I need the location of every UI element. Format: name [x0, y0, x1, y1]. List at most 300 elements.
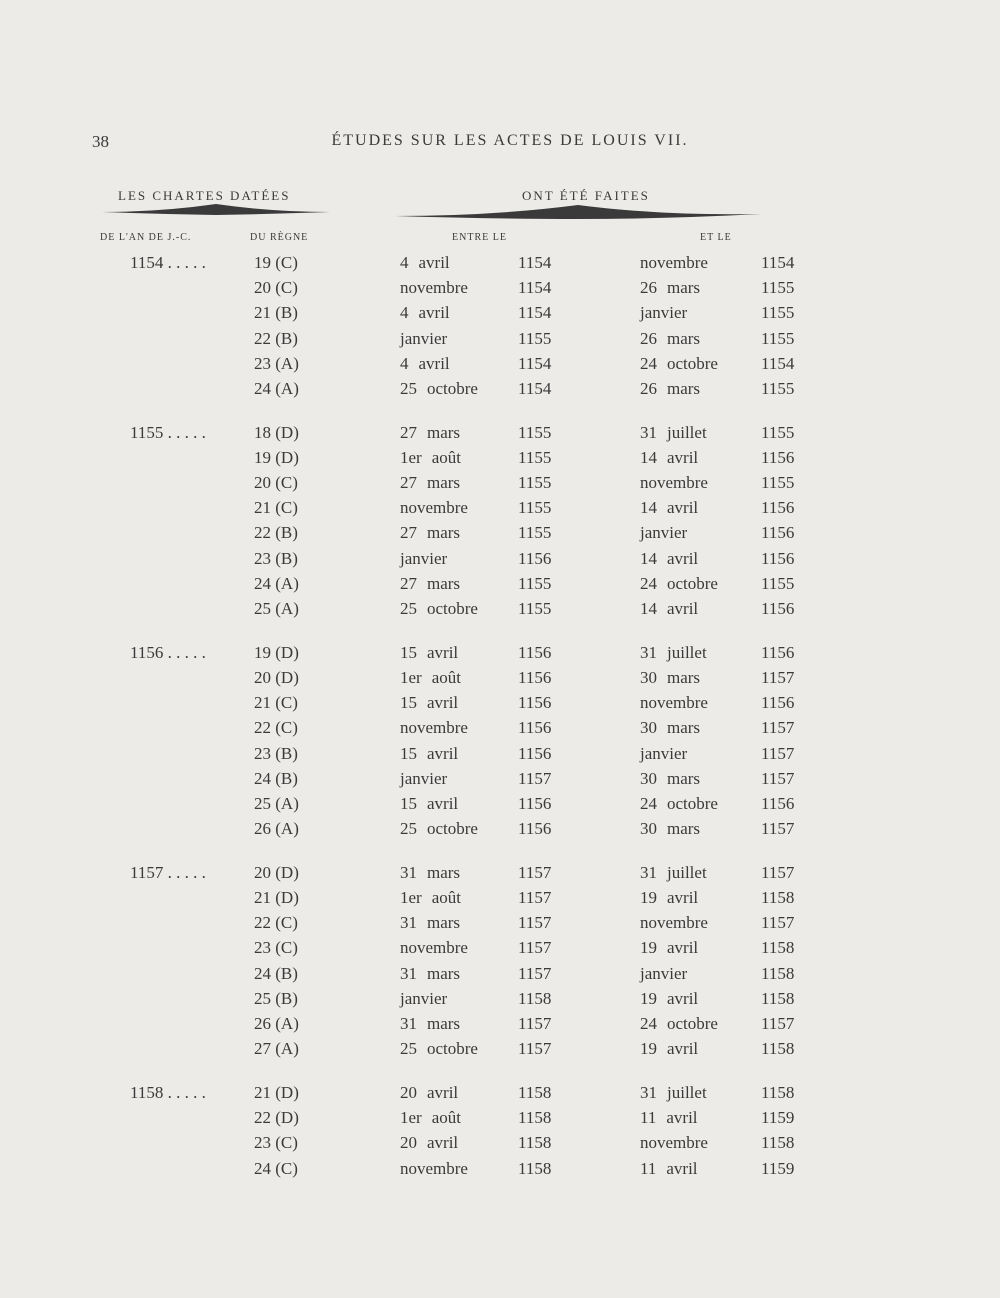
- regne-cell: 21 (C): [254, 693, 298, 713]
- from-year-cell: 1155: [518, 573, 552, 593]
- to-date-cell: [640, 523, 687, 543]
- from-date-cell: [400, 379, 478, 399]
- year-cell: 1156 . . . . .: [130, 642, 206, 662]
- from-month: mars: [427, 422, 461, 442]
- to-date-cell: [640, 379, 700, 399]
- table-row: [0, 1014, 1000, 1039]
- regne-cell: 23 (B): [254, 548, 298, 568]
- to-date-cell: [640, 599, 698, 619]
- from-year-cell: 1154: [518, 353, 552, 373]
- year-cell: 1154 . . . . .: [130, 253, 206, 272]
- to-date-cell: [640, 888, 698, 908]
- to-month: janvier: [640, 523, 688, 543]
- table-row: [0, 913, 1000, 938]
- regne-cell: 21 (B): [254, 303, 298, 323]
- to-month: juillet: [667, 642, 707, 662]
- to-year-cell: 1158: [761, 888, 795, 908]
- from-year-cell: 1157: [518, 963, 552, 983]
- to-year-cell: 1155: [761, 422, 795, 442]
- to-date-cell: [640, 693, 708, 713]
- from-day: 15: [400, 642, 417, 662]
- from-day: 25: [400, 819, 417, 839]
- from-date-cell: [400, 819, 478, 839]
- to-date-cell: [640, 938, 698, 958]
- table-row: [0, 253, 1000, 278]
- from-date-cell: [400, 549, 447, 569]
- from-month: avril: [418, 303, 450, 323]
- regne-cell: 23 (A): [254, 353, 299, 373]
- regne-cell: 25 (A): [254, 599, 299, 619]
- regne-cell: 26 (A): [254, 819, 299, 839]
- to-year-cell: 1157: [761, 718, 795, 738]
- to-month: avril: [667, 447, 699, 467]
- to-day: 31: [640, 422, 657, 442]
- from-year-cell: 1156: [518, 548, 552, 568]
- to-date-cell: [640, 819, 700, 839]
- to-day: 30: [640, 819, 657, 839]
- to-day: 19: [640, 888, 657, 908]
- to-date-cell: [640, 498, 698, 518]
- to-year-cell: 1158: [761, 1083, 795, 1102]
- from-day: 25: [400, 378, 417, 398]
- to-month: juillet: [667, 862, 707, 882]
- regne-cell: 22 (D): [254, 1108, 299, 1128]
- from-day: 25: [400, 1039, 417, 1059]
- to-day: 14: [640, 599, 657, 619]
- group-separator: [0, 844, 1000, 863]
- regne-cell: 26 (A): [254, 1014, 299, 1034]
- from-date-cell: [400, 769, 447, 789]
- table-row: [0, 819, 1000, 844]
- to-year-cell: 1155: [761, 278, 795, 298]
- table-row: [0, 693, 1000, 718]
- from-day: 27: [400, 422, 417, 442]
- regne-cell: 24 (A): [254, 378, 299, 398]
- from-day: 1er: [400, 1108, 422, 1128]
- to-day: 14: [640, 498, 657, 518]
- to-year-cell: 1158: [761, 938, 795, 958]
- from-year-cell: 1155: [518, 328, 552, 348]
- to-day: 26: [640, 278, 657, 298]
- from-year-cell: 1158: [518, 1158, 552, 1178]
- to-year-cell: 1154: [761, 353, 795, 373]
- year-cell: 1158 . . . . .: [130, 1083, 206, 1102]
- table-row: [0, 718, 1000, 743]
- to-month: novembre: [640, 693, 708, 713]
- from-day: 15: [400, 793, 417, 813]
- regne-cell: 24 (A): [254, 573, 299, 593]
- from-date-cell: [400, 863, 460, 883]
- from-month: avril: [427, 642, 459, 662]
- from-year-cell: 1155: [518, 523, 552, 543]
- table-row: [0, 379, 1000, 404]
- from-date-cell: [400, 523, 460, 543]
- to-date-cell: [640, 1014, 718, 1034]
- from-year-cell: 1157: [518, 913, 552, 933]
- to-month: mars: [667, 668, 701, 687]
- regne-cell: 20 (C): [254, 473, 298, 493]
- regne-cell: 22 (B): [254, 523, 298, 543]
- regne-cell: 19 (D): [254, 447, 299, 467]
- year-cell: 1155 . . . . .: [130, 422, 206, 442]
- from-date-cell: [400, 599, 478, 619]
- to-date-cell: [640, 643, 707, 663]
- to-date-cell: [640, 1083, 707, 1103]
- from-year-cell: 1157: [518, 938, 552, 958]
- to-month: mars: [667, 768, 701, 788]
- table-row: [0, 473, 1000, 498]
- from-date-cell: [400, 1159, 468, 1179]
- from-day: 4: [400, 303, 409, 323]
- to-month: janvier: [640, 963, 688, 983]
- to-day: 19: [640, 988, 657, 1008]
- group-separator: [0, 624, 1000, 643]
- from-date-cell: [400, 744, 458, 764]
- to-year-cell: 1159: [761, 1108, 795, 1128]
- from-date-cell: [400, 253, 450, 273]
- table-row: [0, 1108, 1000, 1133]
- regne-cell: 21 (D): [254, 1083, 299, 1102]
- to-month: avril: [667, 548, 699, 568]
- from-year-cell: 1157: [518, 768, 552, 788]
- table-row: [0, 938, 1000, 963]
- from-month: mars: [427, 473, 461, 493]
- from-date-cell: [400, 1083, 458, 1103]
- to-year-cell: 1159: [761, 1158, 795, 1178]
- to-month: avril: [667, 888, 699, 908]
- group-separator: [0, 404, 1000, 423]
- from-day: 4: [400, 253, 409, 272]
- from-month: avril: [427, 743, 459, 763]
- from-month: août: [431, 668, 461, 687]
- from-month: octobre: [427, 599, 478, 619]
- regne-cell: 21 (D): [254, 888, 299, 908]
- to-day: 19: [640, 938, 657, 958]
- table-row: [0, 498, 1000, 523]
- from-year-cell: 1156: [518, 819, 552, 839]
- from-month: août: [431, 447, 461, 467]
- to-month: avril: [666, 1158, 698, 1178]
- to-day: 24: [640, 573, 657, 593]
- from-month: octobre: [427, 1039, 478, 1059]
- to-day: 24: [640, 1014, 657, 1034]
- to-date-cell: [640, 473, 708, 493]
- regne-cell: 23 (C): [254, 1133, 298, 1153]
- from-year-cell: 1155: [518, 599, 552, 619]
- to-date-cell: [640, 253, 708, 273]
- to-date-cell: [640, 769, 700, 789]
- to-date-cell: [640, 423, 707, 443]
- from-month: octobre: [427, 819, 478, 839]
- to-month: octobre: [667, 573, 718, 593]
- to-year-cell: 1157: [761, 862, 795, 882]
- from-year-cell: 1158: [518, 1108, 552, 1128]
- to-date-cell: [640, 794, 718, 814]
- table-row: [0, 523, 1000, 548]
- to-day: 31: [640, 642, 657, 662]
- from-month: novembre: [400, 938, 468, 958]
- from-year-cell: 1157: [518, 862, 552, 882]
- to-date-cell: [640, 863, 707, 883]
- from-day: 31: [400, 862, 417, 882]
- from-day: 27: [400, 473, 417, 493]
- table-row: [0, 329, 1000, 354]
- to-month: janvier: [640, 303, 688, 323]
- regne-cell: 19 (C): [254, 253, 298, 272]
- to-month: mars: [667, 378, 701, 398]
- from-month: avril: [427, 1083, 459, 1102]
- to-day: 11: [640, 1108, 657, 1128]
- from-day: 15: [400, 743, 417, 763]
- regne-cell: 22 (C): [254, 718, 298, 738]
- to-day: 24: [640, 793, 657, 813]
- to-day: 24: [640, 353, 657, 373]
- to-month: octobre: [667, 1014, 718, 1034]
- to-day: 31: [640, 862, 657, 882]
- regne-cell: 22 (B): [254, 328, 298, 348]
- regne-cell: 24 (B): [254, 963, 298, 983]
- from-day: 31: [400, 1014, 417, 1034]
- table-row: [0, 1039, 1000, 1064]
- to-month: avril: [667, 599, 699, 619]
- to-year-cell: 1156: [761, 447, 795, 467]
- to-year-cell: 1157: [761, 768, 795, 788]
- to-date-cell: [640, 549, 698, 569]
- to-year-cell: 1155: [761, 473, 795, 493]
- from-date-cell: [400, 888, 461, 908]
- to-date-cell: [640, 329, 700, 349]
- from-day: 27: [400, 523, 417, 543]
- chronology-table: [0, 253, 1000, 1184]
- from-month: avril: [427, 793, 459, 813]
- from-date-cell: [400, 1014, 460, 1034]
- from-year-cell: 1154: [518, 303, 552, 323]
- table-row: [0, 888, 1000, 913]
- column-header-et: ET LE: [700, 232, 732, 243]
- ornamental-rule-left: [100, 202, 332, 218]
- to-day: 19: [640, 1039, 657, 1059]
- to-year-cell: 1154: [761, 253, 795, 272]
- to-date-cell: [640, 744, 687, 764]
- from-date-cell: [400, 989, 447, 1009]
- group-heading-faites: ONT ÉTÉ FAITES: [522, 188, 650, 203]
- group-separator: [0, 1064, 1000, 1083]
- to-year-cell: 1156: [761, 498, 795, 518]
- table-row: [0, 1133, 1000, 1158]
- to-year-cell: 1157: [761, 668, 795, 687]
- to-month: juillet: [667, 1083, 707, 1102]
- to-date-cell: [640, 668, 700, 688]
- from-date-cell: [400, 498, 468, 518]
- from-year-cell: 1156: [518, 642, 552, 662]
- from-year-cell: 1154: [518, 253, 552, 272]
- from-day: 27: [400, 573, 417, 593]
- from-month: mars: [427, 1014, 461, 1034]
- to-year-cell: 1156: [761, 642, 795, 662]
- table-row: [0, 574, 1000, 599]
- from-date-cell: [400, 1039, 478, 1059]
- from-year-cell: 1157: [518, 888, 552, 908]
- table-row: [0, 1083, 1000, 1108]
- to-year-cell: 1156: [761, 693, 795, 713]
- from-year-cell: 1156: [518, 693, 552, 713]
- from-year-cell: 1156: [518, 793, 552, 813]
- from-month: avril: [427, 693, 459, 713]
- from-year-cell: 1156: [518, 743, 552, 763]
- to-month: mars: [667, 278, 701, 298]
- to-date-cell: [640, 574, 718, 594]
- from-year-cell: 1156: [518, 718, 552, 738]
- column-header-entre: ENTRE LE: [452, 232, 507, 243]
- to-date-cell: [640, 354, 718, 374]
- to-day: 14: [640, 447, 657, 467]
- to-date-cell: [640, 1039, 698, 1059]
- from-year-cell: 1154: [518, 378, 552, 398]
- to-year-cell: 1158: [761, 1039, 795, 1059]
- regne-cell: 20 (D): [254, 668, 299, 687]
- to-month: avril: [667, 988, 699, 1008]
- from-day: 4: [400, 353, 409, 373]
- column-header-regne: DU RÈGNE: [250, 232, 309, 243]
- from-date-cell: [400, 423, 460, 443]
- from-month: janvier: [400, 548, 448, 568]
- regne-cell: 22 (C): [254, 913, 298, 933]
- regne-cell: 25 (B): [254, 988, 298, 1008]
- from-month: novembre: [400, 718, 468, 738]
- from-month: août: [431, 1108, 461, 1128]
- from-date-cell: [400, 448, 461, 468]
- from-day: 1er: [400, 447, 422, 467]
- table-row: [0, 744, 1000, 769]
- table-row: [0, 549, 1000, 574]
- table-row: [0, 448, 1000, 473]
- from-year-cell: 1154: [518, 278, 552, 298]
- from-month: janvier: [400, 328, 448, 348]
- from-year-cell: 1158: [518, 988, 552, 1008]
- to-day: 30: [640, 718, 657, 738]
- to-day: 30: [640, 768, 657, 788]
- to-date-cell: [640, 448, 698, 468]
- from-date-cell: [400, 574, 460, 594]
- from-date-cell: [400, 303, 450, 323]
- from-date-cell: [400, 913, 460, 933]
- column-header-year: DE L'AN DE J.-C.: [100, 232, 192, 243]
- from-day: 1er: [400, 668, 422, 687]
- to-month: mars: [667, 819, 701, 839]
- from-month: août: [431, 888, 461, 908]
- to-day: 31: [640, 1083, 657, 1102]
- from-day: 25: [400, 599, 417, 619]
- to-month: octobre: [667, 793, 718, 813]
- to-year-cell: 1155: [761, 378, 795, 398]
- from-date-cell: [400, 643, 458, 663]
- regne-cell: 18 (D): [254, 422, 299, 442]
- regne-cell: 20 (D): [254, 862, 299, 882]
- to-year-cell: 1156: [761, 793, 795, 813]
- from-month: octobre: [427, 378, 478, 398]
- regne-cell: 21 (C): [254, 498, 298, 518]
- to-month: avril: [667, 938, 699, 958]
- from-month: novembre: [400, 498, 468, 518]
- from-date-cell: [400, 1133, 458, 1153]
- from-month: janvier: [400, 768, 448, 788]
- regne-cell: 24 (C): [254, 1158, 298, 1178]
- from-month: mars: [427, 523, 461, 543]
- from-month: mars: [427, 862, 461, 882]
- year-cell: 1157 . . . . .: [130, 862, 206, 882]
- from-year-cell: 1155: [518, 422, 552, 442]
- to-year-cell: 1155: [761, 303, 795, 323]
- from-date-cell: [400, 964, 460, 984]
- table-row: [0, 354, 1000, 379]
- from-month: avril: [427, 1133, 459, 1153]
- from-day: 1er: [400, 888, 422, 908]
- to-month: avril: [666, 1108, 698, 1128]
- from-day: 20: [400, 1133, 417, 1153]
- to-day: 30: [640, 668, 657, 687]
- from-year-cell: 1157: [518, 1014, 552, 1034]
- table-row: [0, 794, 1000, 819]
- from-date-cell: [400, 668, 461, 688]
- from-year-cell: 1155: [518, 498, 552, 518]
- to-month: mars: [667, 328, 701, 348]
- regne-cell: 19 (D): [254, 642, 299, 662]
- from-date-cell: [400, 354, 450, 374]
- regne-cell: 24 (B): [254, 768, 298, 788]
- from-month: janvier: [400, 988, 448, 1008]
- to-year-cell: 1156: [761, 599, 795, 619]
- to-year-cell: 1157: [761, 819, 795, 839]
- to-year-cell: 1155: [761, 573, 795, 593]
- from-date-cell: [400, 473, 460, 493]
- from-year-cell: 1156: [518, 668, 552, 687]
- from-month: mars: [427, 573, 461, 593]
- to-date-cell: [640, 718, 700, 738]
- to-date-cell: [640, 913, 708, 933]
- to-date-cell: [640, 278, 700, 298]
- from-month: avril: [418, 353, 450, 373]
- to-date-cell: [640, 1159, 698, 1179]
- from-month: novembre: [400, 1158, 468, 1178]
- to-date-cell: [640, 303, 687, 323]
- to-day: 26: [640, 378, 657, 398]
- to-month: avril: [667, 498, 699, 518]
- from-year-cell: 1157: [518, 1039, 552, 1059]
- to-year-cell: 1157: [761, 1014, 795, 1034]
- group-heading-chartes: LES CHARTES DATÉES: [118, 188, 291, 203]
- to-year-cell: 1155: [761, 328, 795, 348]
- from-date-cell: [400, 938, 468, 958]
- running-head: ÉTUDES SUR LES ACTES DE LOUIS VII.: [331, 132, 689, 149]
- from-day: 20: [400, 1083, 417, 1102]
- to-month: mars: [667, 718, 701, 738]
- to-month: novembre: [640, 913, 708, 933]
- table-row: [0, 303, 1000, 328]
- from-date-cell: [400, 718, 468, 738]
- to-year-cell: 1156: [761, 548, 795, 568]
- to-year-cell: 1158: [761, 963, 795, 983]
- regne-cell: 20 (C): [254, 278, 298, 298]
- from-date-cell: [400, 794, 458, 814]
- to-year-cell: 1157: [761, 913, 795, 933]
- regne-cell: 27 (A): [254, 1039, 299, 1059]
- to-year-cell: 1157: [761, 743, 795, 763]
- table-row: [0, 989, 1000, 1014]
- table-row: [0, 863, 1000, 888]
- to-month: novembre: [640, 253, 708, 272]
- from-day: 15: [400, 693, 417, 713]
- to-year-cell: 1156: [761, 523, 795, 543]
